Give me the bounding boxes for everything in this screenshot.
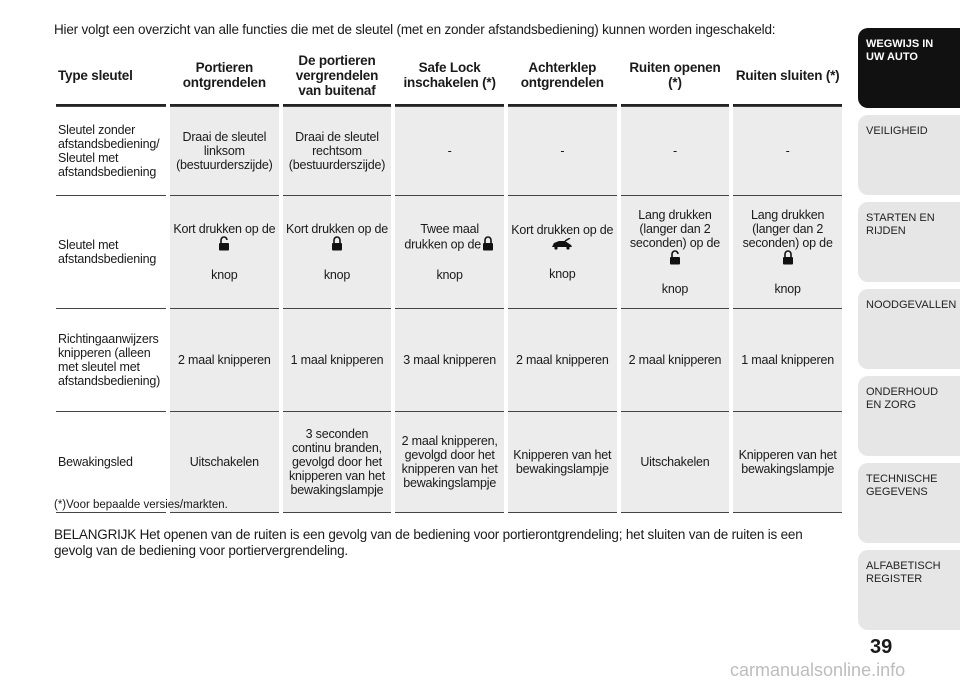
cell-text-post: knop [661, 282, 689, 296]
cell-text-post: knop [549, 266, 576, 281]
table-cell: - [621, 106, 730, 195]
table-cell: - [733, 106, 842, 195]
table-cell: Draai de sleutel linksom (bestuurderszijde) [170, 106, 279, 195]
car-trunk-icon [551, 238, 573, 253]
header-portieren-ontgrendelen: Portieren ontgrendelen [170, 46, 279, 106]
table-cell: Knipperen van het bewakingslampje [733, 411, 842, 513]
row-label: Richtingaanwijzers knipperen (alleen met sleutel met afstandsbediening) [56, 308, 166, 411]
tab-technische-gegevens[interactable]: TECHNISCHE GEGEVENS [858, 463, 960, 543]
tab-wegwijs[interactable]: WEGWIJS IN UW AUTO [858, 28, 960, 108]
table-cell: 2 maal knipperen [621, 308, 730, 411]
cell-text-post: knop [774, 282, 801, 296]
table-cell [508, 195, 617, 308]
important-note: BELANGRIJK Het openen van de ruiten is een gevolg van de bediening voor portierontgrendeling; het sluiten van de ruiten is een gevolg van de bediening voor portiervergrendeling. [54, 527, 803, 558]
table-cell: 2 maal knipperen [170, 308, 279, 411]
table-row [56, 106, 842, 195]
table-cell: Draai de sleutel rechtsom (bestuurderszijde) [283, 106, 392, 195]
header-type-sleutel: Type sleutel [56, 46, 166, 106]
unlock-icon [669, 250, 681, 268]
header-achterklep: Achterklep ontgrendelen [508, 46, 617, 106]
table-cell: 1 maal knipperen [283, 308, 392, 411]
tab-onderhoud[interactable]: ONDERHOUD EN ZORG [858, 376, 960, 456]
table-cell: Uitschakelen [621, 411, 730, 513]
header-ruiten-openen: Ruiten openen (*) [621, 46, 730, 106]
cell-text-pre: Kort drukken op de [511, 223, 614, 238]
table-cell: Uitschakelen [170, 411, 279, 513]
lock-icon [331, 236, 343, 254]
table-cell: - [508, 106, 617, 195]
cell-text-pre: Kort drukken op de [285, 222, 388, 236]
table-header-row [56, 46, 842, 106]
intro-text: Hier volgt een overzicht van alle functies die met de sleutel (met en zonder afstandsbediening) kunnen worden ingeschakeld: [54, 22, 776, 37]
lock-icon [782, 250, 794, 268]
cell-text-post: knop [211, 268, 238, 282]
key-functions-table [52, 46, 846, 513]
cell-text-pre: Kort drukken op de [173, 222, 276, 236]
table-cell [395, 195, 504, 308]
cell-text-pre: Twee maal drukken op de [404, 222, 481, 252]
table-cell: 3 seconden continu branden, gevolgd door het knipperen van het bewakingslampje [283, 411, 392, 513]
watermark: carmanualsonline.info [730, 660, 906, 680]
unlock-icon [218, 236, 230, 254]
tab-starten-en-rijden[interactable]: STARTEN EN RIJDEN [858, 202, 960, 282]
table-cell [170, 195, 279, 308]
header-safe-lock: Safe Lock inschakelen (*) [395, 46, 504, 106]
row-label: Bewakingsled [56, 411, 166, 513]
header-portieren-vergrendelen: De portieren vergrendelen van buitenaf [283, 46, 392, 106]
cell-text-post: knop [323, 268, 351, 282]
cell-text-pre: Lang drukken (langer dan 2 seconden) op de [742, 208, 833, 250]
table-cell [283, 195, 392, 308]
table-cell: Knipperen van het bewakingslampje [508, 411, 617, 513]
table-row [56, 195, 842, 308]
tab-noodgevallen[interactable]: NOODGEVALLEN [858, 289, 960, 369]
row-label: Sleutel met afstandsbediening [56, 195, 166, 308]
lock-icon [482, 236, 494, 254]
table-cell: 2 maal knipperen, gevolgd door het knipperen van het bewakingslampje [395, 411, 504, 513]
tab-veiligheid[interactable]: VEILIGHEID [858, 115, 960, 195]
table-cell: 2 maal knipperen [508, 308, 617, 411]
row-label: Sleutel zonder afstandsbediening/ Sleutel met afstandsbediening [56, 106, 166, 195]
footnote: (*)Voor bepaalde versies/markten. [54, 499, 228, 511]
table-row [56, 308, 842, 411]
cell-text-pre: Lang drukken (langer dan 2 seconden) op de [629, 208, 721, 250]
header-ruiten-sluiten: Ruiten sluiten (*) [733, 46, 842, 106]
table-cell [621, 195, 730, 308]
table-cell [733, 195, 842, 308]
tab-alfabetisch-register[interactable]: ALFABETISCH REGISTER [858, 550, 960, 630]
cell-text-post: knop [436, 268, 463, 282]
table-row [56, 411, 842, 513]
page-number: 39 [870, 636, 893, 658]
table-cell: - [395, 106, 504, 195]
table-cell: 3 maal knipperen [395, 308, 504, 411]
table-cell: 1 maal knipperen [733, 308, 842, 411]
